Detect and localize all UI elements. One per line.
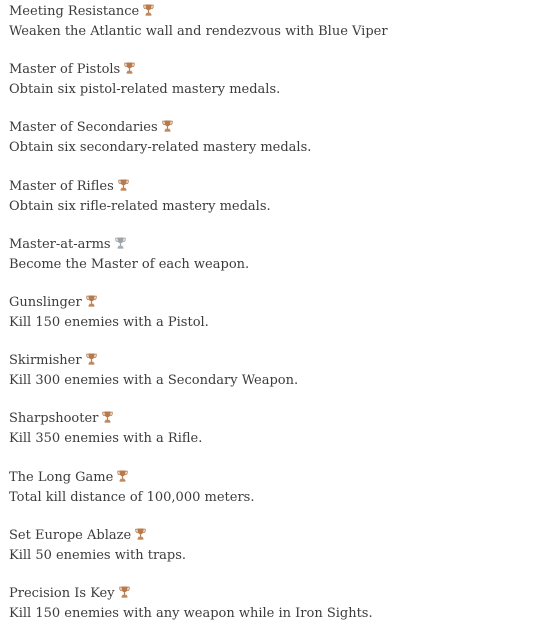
trophy-entry — [9, 236, 539, 294]
trophy-description: Obtain six secondary-related mastery medals. — [9, 140, 312, 156]
trophy-icon — [135, 528, 146, 540]
trophy-title: Gunslinger — [9, 294, 82, 310]
trophy-description: Obtain six pistol-related mastery medals. — [9, 82, 281, 98]
trophy-title: Sharpshooter — [9, 411, 99, 427]
trophy-icon — [115, 237, 126, 249]
trophy-entry — [9, 469, 539, 527]
trophy-entry — [9, 410, 539, 468]
trophy-title: Master of Pistols — [9, 62, 121, 78]
trophy-title: Set Europe Ablaze — [9, 527, 132, 543]
trophy-entry — [9, 585, 539, 643]
trophy-title: Master of Rifles — [9, 178, 114, 194]
trophy-title: The Long Game — [9, 469, 114, 485]
trophy-entry — [9, 294, 539, 352]
trophy-entry — [9, 3, 539, 61]
trophy-entry — [9, 119, 539, 177]
trophy-description: Kill 150 enemies with a Pistol. — [9, 314, 209, 330]
trophy-icon — [102, 411, 113, 423]
trophy-description: Weaken the Atlantic wall and rendezvous with Blue Viper — [9, 24, 388, 39]
trophy-description: Kill 350 enemies with a Rifle. — [9, 431, 203, 447]
trophy-description: Total kill distance of 100,000 meters. — [9, 489, 255, 505]
trophy-description: Kill 300 enemies with a Secondary Weapon. — [9, 373, 299, 389]
trophy-title: Skirmisher — [9, 353, 82, 369]
trophy-icon — [86, 295, 97, 307]
trophy-icon — [143, 4, 154, 16]
trophy-icon — [117, 470, 128, 482]
trophy-title: Master-at-arms — [9, 236, 111, 252]
trophy-title: Meeting Resistance — [9, 4, 140, 19]
trophy-entry — [9, 61, 539, 119]
trophy-entry — [9, 527, 539, 585]
trophy-description: Obtain six rifle-related mastery medals. — [9, 198, 271, 214]
trophy-icon — [124, 62, 135, 74]
trophy-icon — [119, 586, 130, 598]
trophy-title: Precision Is Key — [9, 585, 115, 601]
trophy-icon — [162, 120, 173, 132]
trophy-list — [9, 3, 539, 643]
trophy-entry — [9, 352, 539, 410]
trophy-icon — [86, 353, 97, 365]
trophy-entry — [9, 178, 539, 236]
trophy-icon — [118, 179, 129, 191]
trophy-description: Kill 150 enemies with any weapon while in Iron Sights. — [9, 605, 373, 621]
trophy-description: Become the Master of each weapon. — [9, 256, 250, 272]
trophy-title: Master of Secondaries — [9, 120, 158, 136]
trophy-description: Kill 50 enemies with traps. — [9, 547, 187, 563]
